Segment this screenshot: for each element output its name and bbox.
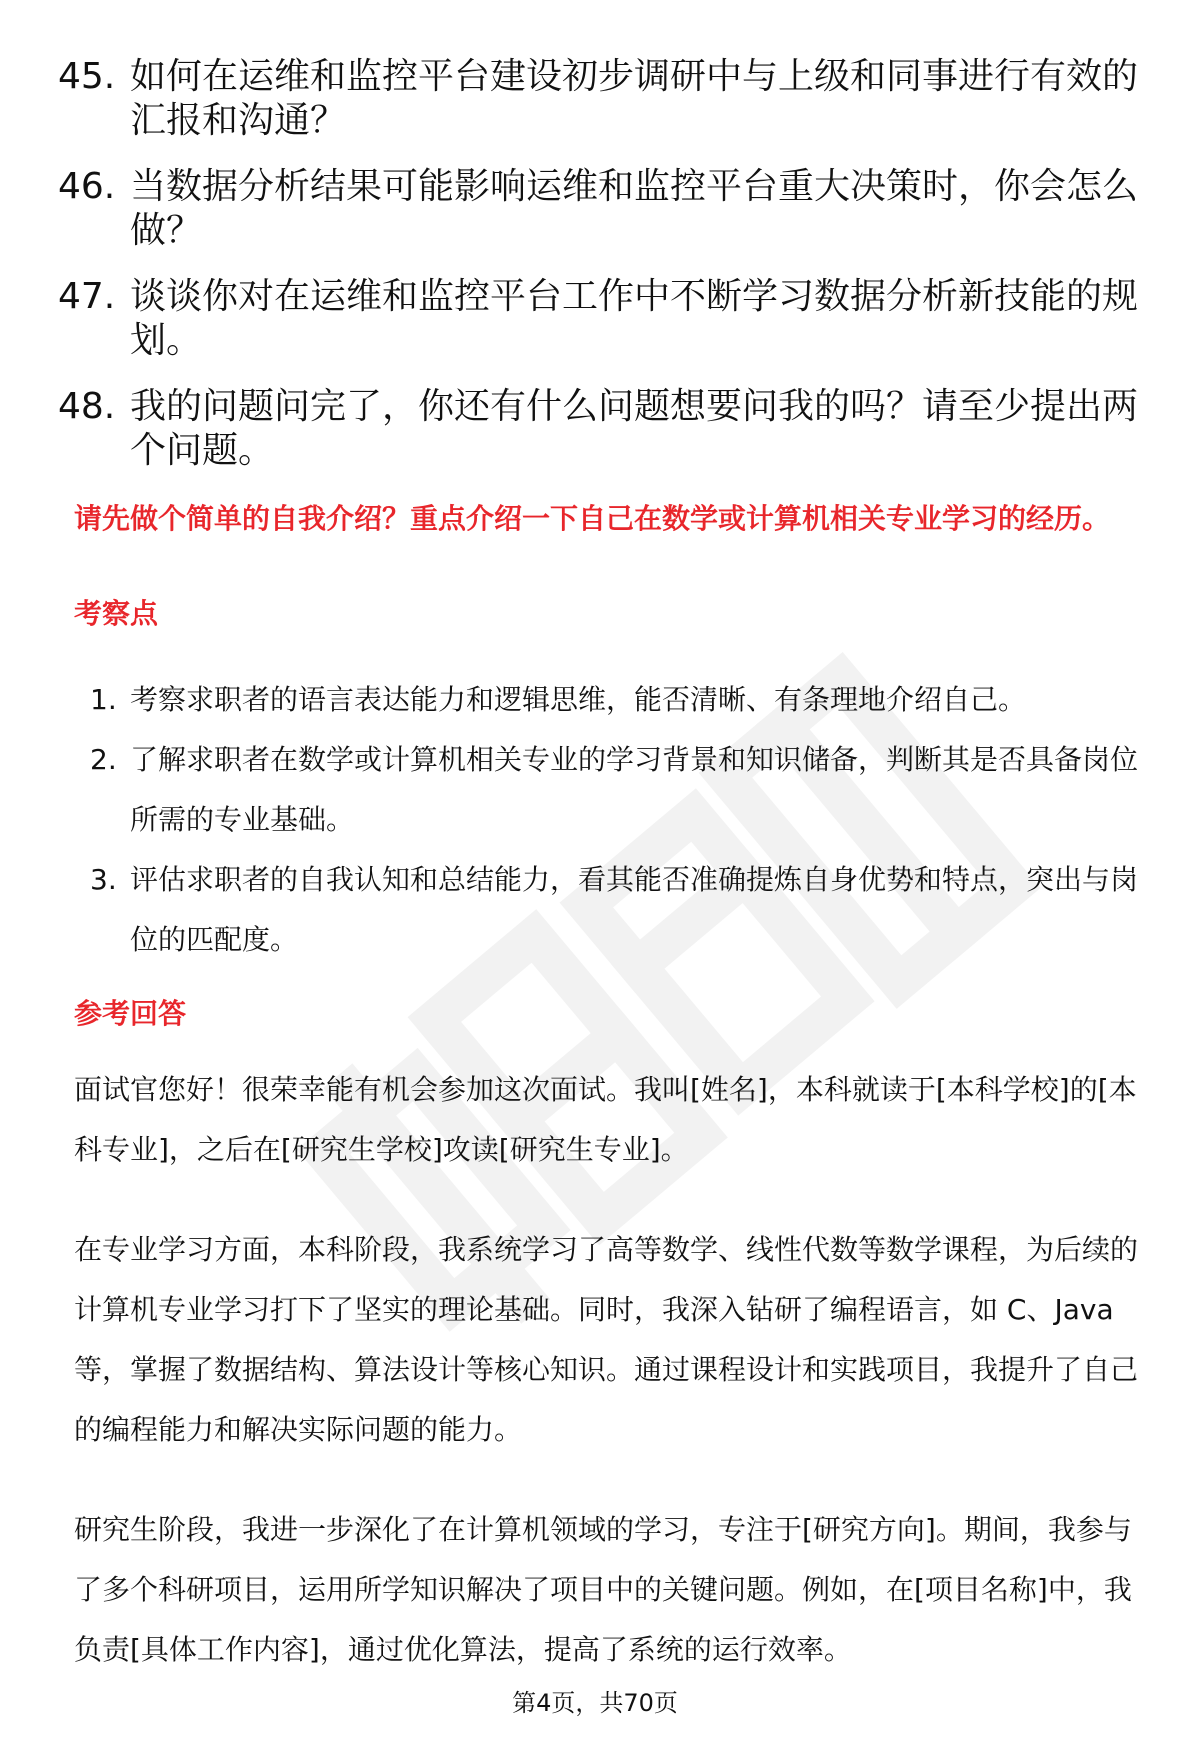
point-text: 考察求职者的语言表达能力和逻辑思维，能否清晰、有条理地介绍自己。 (130, 683, 1027, 716)
question-number: 47. (58, 276, 116, 317)
list-item (58, 165, 1138, 253)
list-item (58, 385, 1138, 473)
question-text: 当数据分析结果可能影响运维和监控平台重大决策时，你会怎么做？ (130, 166, 1139, 251)
answer-paragraph: 面试官您好！很荣幸能有机会参加这次面试。我叫[姓名]，本科就读于[本科学校]的[本科专业]，之后在[研究生学校]攻读[研究生专业]。 (74, 1073, 1137, 1166)
main-question-heading: 请先做个简单的自我介绍？重点介绍一下自己在数学或计算机相关专业学习的经历。 (74, 502, 1111, 535)
list-item (74, 670, 1154, 730)
question-text: 如何在运维和监控平台建设初步调研中与上级和同事进行有效的汇报和沟通？ (130, 56, 1139, 141)
question-text: 谈谈你对在运维和监控平台工作中不断学习数据分析新技能的规划。 (130, 276, 1139, 361)
question-text: 我的问题问完了，你还有什么问题想要问我的吗？请至少提出两个问题。 (130, 386, 1139, 471)
answer-paragraph: 在专业学习方面，本科阶段，我系统学习了高等数学、线性代数等数学课程，为后续的计算机专业学习打下了坚实的理论基础。同时，我深入钻研了编程语言，如 C、Java 等，掌握了数据结构、算法设计等核心知识。通过课程设计和实践项目，我提升了自己的编程能力和解决实际问题的能力。 (74, 1233, 1139, 1446)
point-text: 评估求职者的自我认知和总结能力，看其能否准确提炼自身优势和特点，突出与岗位的匹配度。 (130, 863, 1139, 956)
list-item (58, 275, 1138, 363)
list-item (74, 850, 1154, 970)
list-item (74, 730, 1154, 850)
question-number: 48. (58, 386, 116, 427)
list-item (58, 55, 1138, 143)
question-number: 46. (58, 166, 116, 207)
points-list (74, 670, 1154, 970)
section-title-answer: 参考回答 (74, 997, 187, 1030)
point-number: 3. (90, 863, 117, 896)
answer-paragraph: 研究生阶段，我进一步深化了在计算机领域的学习，专注于[研究方向]。期间，我参与了多个科研项目，运用所学知识解决了项目中的关键问题。例如，在[项目名称]中，我负责[具体工作内容]，通过优化算法，提高了系统的运行效率。 (74, 1513, 1132, 1666)
point-text: 了解求职者在数学或计算机相关专业的学习背景和知识储备，判断其是否具备岗位所需的专业基础。 (130, 743, 1139, 836)
page-footer: 第4页，共70页 (512, 1689, 678, 1717)
question-number: 45. (58, 56, 116, 97)
point-number: 1. (90, 683, 117, 716)
question-list (58, 55, 1138, 495)
section-title-points: 考察点 (74, 597, 159, 630)
point-number: 2. (90, 743, 117, 776)
